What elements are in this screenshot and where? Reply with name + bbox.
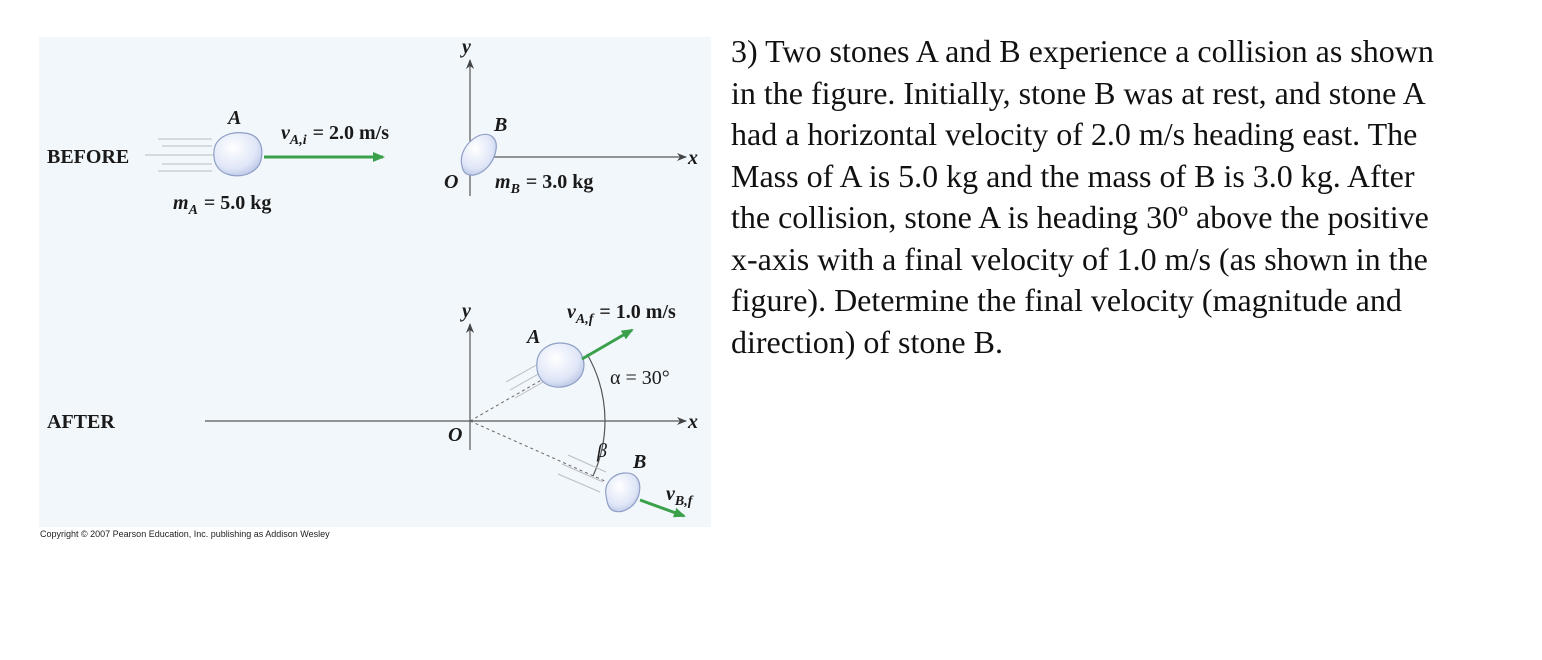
velocity-b-final-label: $v_{B,f}$ [666,483,693,509]
stone-b-label-after: B [633,451,647,473]
velocity-arrow-a-final [582,330,632,359]
problem-statement: 3) Two stones A and B experience a collision as shown in the figure. Initially, stone B was at rest, and stone A had a horizontal velocity of 2.0 m/s heading east. The Mass of A is 5.0 kg and the mass of B is 3.0 kg. After the collision, stone A is heading 30º above the positive x-axis with a final velocity of 1.0 m/s (as shown in the figure). Determine the final velocity (magnitude and direction) of stone B. [731,33,1434,360]
copyright-notice: Copyright © 2007 Pearson Education, Inc. publishing as Addison Wesley [40,529,330,539]
before-section [47,36,698,218]
stone-b-after [606,473,640,512]
origin-label-before: O [444,171,459,193]
motion-streak [506,363,540,382]
motion-streak [558,474,600,492]
velocity-a-initial-label: $v_{A,i} = 2.0$ m/s [281,122,390,148]
after-label: AFTER [47,411,115,433]
alpha-arc [587,354,605,421]
stone-b-before [461,134,496,175]
trajectory-a-dashed [470,378,545,421]
motion-streak [510,372,542,390]
stone-a-label-before: A [228,107,242,129]
velocity-a-final-label: $v_{A,f} = 1.0$ m/s [567,301,676,327]
x-axis-label-before: x [688,147,698,169]
stone-b-label-before: B [494,114,508,136]
alpha-angle-label: α = 30° [610,367,670,389]
mass-a-label: $m_A = 5.0$ kg [173,192,272,218]
stone-a-before [214,133,262,176]
motion-streak [515,381,545,398]
x-axis-label-after: x [688,411,698,433]
origin-label-after: O [448,424,463,446]
trajectory-b-dashed [470,421,607,482]
beta-angle-label: β [597,440,607,462]
y-axis-label-before: y [462,36,471,58]
y-axis-label-after: y [462,300,471,322]
before-label: BEFORE [47,146,130,168]
mass-b-label: $m_B = 3.0$ kg [495,171,594,197]
stone-a-label-after: A [527,326,541,348]
stone-a-after [537,343,584,387]
after-section [47,300,698,516]
